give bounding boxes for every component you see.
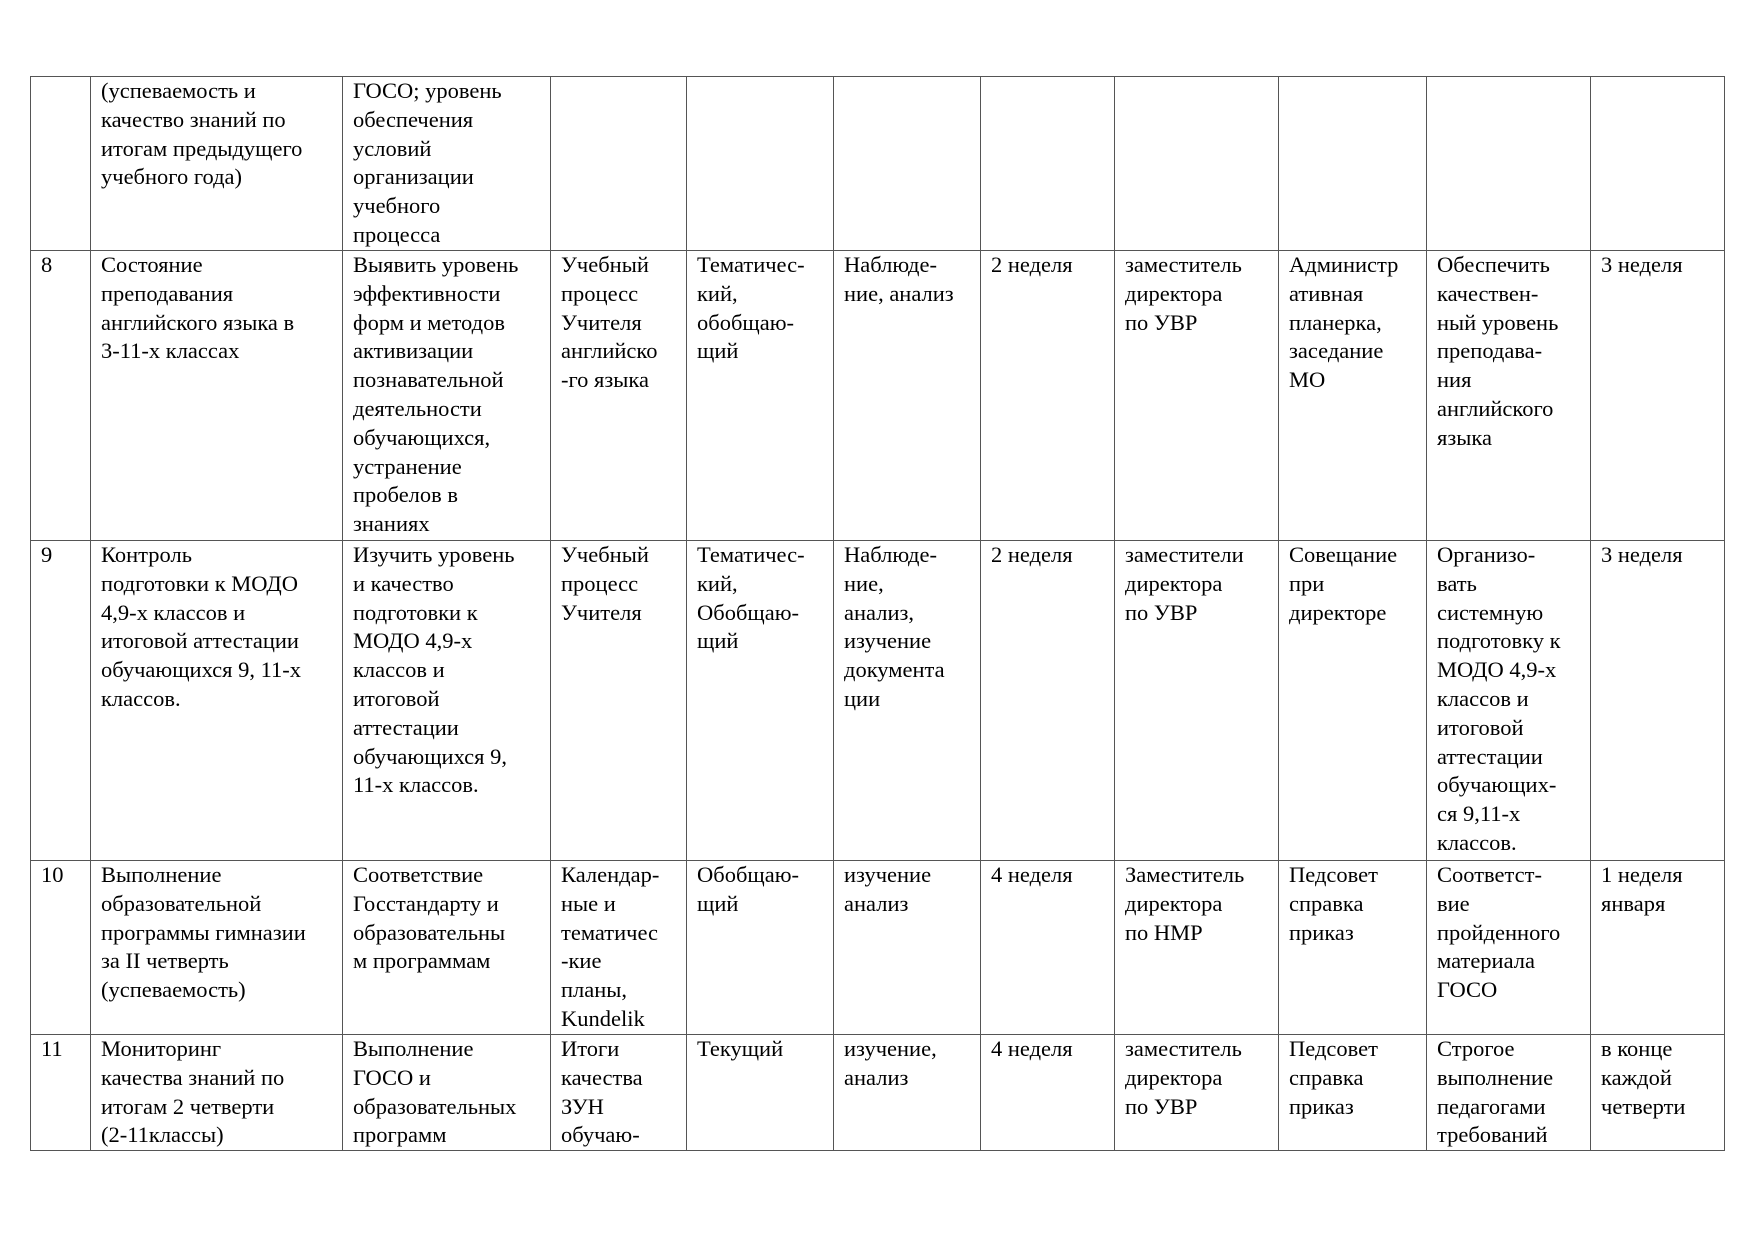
timing-cell: 2 неделя xyxy=(981,541,1115,861)
result-cell: Организо- вать системную подготовку к МОДО 4,9-х классов и итоговой аттестации обучающих- ся 9,11-х классов. xyxy=(1427,541,1591,861)
review-cell: Администр ативная планерка, заседание МО xyxy=(1279,251,1427,541)
responsible-cell: заместитель директора по УВР xyxy=(1115,251,1279,541)
goal-cell: Изучить уровень и качество подготовки к МОДО 4,9-х классов и итоговой аттестации обучающихся 9, 11-х классов. xyxy=(343,541,551,861)
control-type-cell: Текущий xyxy=(687,1035,834,1151)
result-cell: Соответст- вие пройденного материала ГОСО xyxy=(1427,861,1591,1035)
row-number-cell: 9 xyxy=(31,541,91,861)
review-cell xyxy=(1279,77,1427,251)
review-cell: Педсовет справка приказ xyxy=(1279,861,1427,1035)
responsible-cell: Заместитель директора по НМР xyxy=(1115,861,1279,1035)
timing-cell: 2 неделя xyxy=(981,251,1115,541)
repeat-control-cell: 1 неделя января xyxy=(1591,861,1725,1035)
responsible-cell: заместитель директора по УВР xyxy=(1115,1035,1279,1151)
result-cell: Строгое выполнение педагогами требований xyxy=(1427,1035,1591,1151)
object-cell: Календар- ные и тематичес -кие планы, Kundelik xyxy=(551,861,687,1035)
review-cell: Педсовет справка приказ xyxy=(1279,1035,1427,1151)
topic-cell: Состояние преподавания английского языка в 3-11-х классах xyxy=(91,251,343,541)
result-cell: Обеспечить качествен- ный уровень преподава- ния английского языка xyxy=(1427,251,1591,541)
repeat-control-cell: 3 неделя xyxy=(1591,251,1725,541)
topic-cell: Контроль подготовки к МОДО 4,9-х классов и итоговой аттестации обучающихся 9, 11-х классов. xyxy=(91,541,343,861)
method-cell: Наблюде- ние, анализ xyxy=(834,251,981,541)
repeat-control-cell: в конце каждой четверти xyxy=(1591,1035,1725,1151)
responsible-cell: заместители директора по УВР xyxy=(1115,541,1279,861)
topic-cell: Выполнение образовательной программы гимназии за II четверть (успеваемость) xyxy=(91,861,343,1035)
object-cell: Итоги качества ЗУН обучаю- xyxy=(551,1035,687,1151)
review-cell: Совещание при директоре xyxy=(1279,541,1427,861)
repeat-control-cell xyxy=(1591,77,1725,251)
timing-cell xyxy=(981,77,1115,251)
table-row xyxy=(31,1035,1725,1151)
row-number-cell: 11 xyxy=(31,1035,91,1151)
control-plan-table xyxy=(30,76,1725,1151)
responsible-cell xyxy=(1115,77,1279,251)
goal-cell: ГОСО; уровень обеспечения условий организации учебного процесса xyxy=(343,77,551,251)
method-cell: Наблюде- ние, анализ, изучение документа ции xyxy=(834,541,981,861)
table-row xyxy=(31,77,1725,251)
control-type-cell: Обобщаю- щий xyxy=(687,861,834,1035)
control-type-cell: Тематичес- кий, обобщаю- щий xyxy=(687,251,834,541)
table-row xyxy=(31,251,1725,541)
result-cell xyxy=(1427,77,1591,251)
timing-cell: 4 неделя xyxy=(981,1035,1115,1151)
method-cell xyxy=(834,77,981,251)
goal-cell: Соответствие Госстандарту и образовательны м программам xyxy=(343,861,551,1035)
goal-cell: Выявить уровень эффективности форм и методов активизации познавательной деятельности обучающихся, устранение пробелов в знаниях xyxy=(343,251,551,541)
method-cell: изучение анализ xyxy=(834,861,981,1035)
topic-cell: Мониторинг качества знаний по итогам 2 четверти (2-11классы) xyxy=(91,1035,343,1151)
object-cell: Учебный процесс Учителя xyxy=(551,541,687,861)
method-cell: изучение, анализ xyxy=(834,1035,981,1151)
object-cell xyxy=(551,77,687,251)
object-cell: Учебный процесс Учителя английско -го языка xyxy=(551,251,687,541)
goal-cell: Выполнение ГОСО и образовательных программ xyxy=(343,1035,551,1151)
table-row xyxy=(31,861,1725,1035)
row-number-cell xyxy=(31,77,91,251)
topic-cell: (успеваемость и качество знаний по итогам предыдущего учебного года) xyxy=(91,77,343,251)
control-type-cell xyxy=(687,77,834,251)
timing-cell: 4 неделя xyxy=(981,861,1115,1035)
row-number-cell: 8 xyxy=(31,251,91,541)
repeat-control-cell: 3 неделя xyxy=(1591,541,1725,861)
control-type-cell: Тематичес- кий, Обобщаю- щий xyxy=(687,541,834,861)
row-number-cell: 10 xyxy=(31,861,91,1035)
table-row xyxy=(31,541,1725,861)
